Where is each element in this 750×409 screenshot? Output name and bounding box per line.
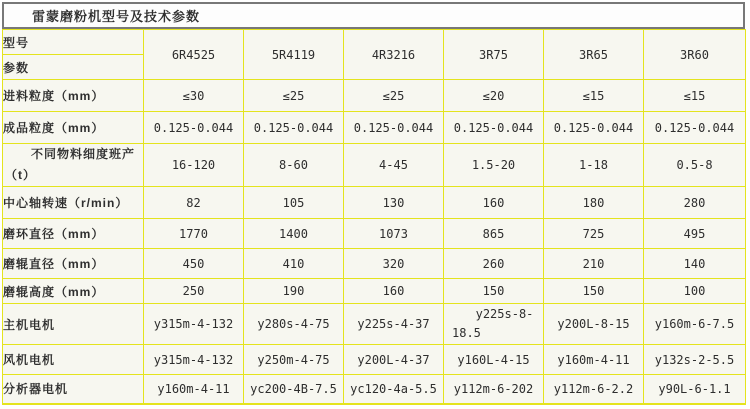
value-cell: ≤15 — [644, 80, 746, 112]
table-row — [3, 304, 746, 345]
value-cell: 105 — [244, 187, 344, 219]
value-cell: y112m-6-2.2 — [544, 375, 644, 404]
row-label-cell — [3, 144, 144, 187]
value-cell: 160 — [344, 279, 444, 304]
value-cell: 0.125-0.044 — [144, 112, 244, 144]
value-cell: y280s-4-75 — [244, 304, 344, 345]
row-label-cell: 风机电机 — [3, 345, 144, 375]
value-cell: 1770 — [144, 219, 244, 249]
value-cell: y112m-6-202 — [444, 375, 544, 404]
value-cell: 82 — [144, 187, 244, 219]
value-cell: 1-18 — [544, 144, 644, 187]
row-label-cell: 分析器电机 — [3, 375, 144, 404]
value-cell: 130 — [344, 187, 444, 219]
value-cell: 250 — [144, 279, 244, 304]
value-cell: 450 — [144, 249, 244, 279]
value-cell: 100 — [644, 279, 746, 304]
value-cell: y132s-2-5.5 — [644, 345, 746, 375]
value-cell: 180 — [544, 187, 644, 219]
value-cell: 260 — [444, 249, 544, 279]
model-header-cell: 3R65 — [544, 30, 644, 80]
value-cell: 140 — [644, 249, 746, 279]
row-label-cell: 磨环直径（mm） — [3, 219, 144, 249]
value-cell: 150 — [444, 279, 544, 304]
table-row — [3, 112, 746, 144]
value-line: 18.5 — [452, 326, 481, 340]
row-label-cell: 主机电机 — [3, 304, 144, 345]
model-header-cell: 4R3216 — [344, 30, 444, 80]
row-label-cell: 中心轴转速（r/min） — [3, 187, 144, 219]
table-row — [3, 375, 746, 404]
value-cell: 16-120 — [144, 144, 244, 187]
value-cell: 0.125-0.044 — [344, 112, 444, 144]
value-cell: ≤20 — [444, 80, 544, 112]
corner-model-label: 型号 — [3, 30, 144, 55]
value-cell: ≤25 — [344, 80, 444, 112]
value-cell: y250m-4-75 — [244, 345, 344, 375]
value-cell: 0.125-0.044 — [444, 112, 544, 144]
value-cell: 8-60 — [244, 144, 344, 187]
value-cell: ≤30 — [144, 80, 244, 112]
table-row — [3, 80, 746, 112]
value-cell: ≤15 — [544, 80, 644, 112]
value-cell: 0.125-0.044 — [644, 112, 746, 144]
value-cell: ≤25 — [244, 80, 344, 112]
value-cell: yc200-4B-7.5 — [244, 375, 344, 404]
value-cell: y315m-4-132 — [144, 304, 244, 345]
value-cell: y160m-4-11 — [544, 345, 644, 375]
value-cell: 1.5-20 — [444, 144, 544, 187]
spec-table — [2, 29, 746, 405]
value-cell: 150 — [544, 279, 644, 304]
table-row — [3, 279, 746, 304]
table-row — [3, 144, 746, 187]
model-header-cell: 3R75 — [444, 30, 544, 80]
value-cell: y160m-6-7.5 — [644, 304, 746, 345]
table-row — [3, 219, 746, 249]
value-line: y225s-8- — [475, 307, 534, 321]
row-label-line: 不同物料细度班产 — [31, 147, 136, 161]
model-header-cell: 3R60 — [644, 30, 746, 80]
value-cell: 4-45 — [344, 144, 444, 187]
value-cell: 210 — [544, 249, 644, 279]
row-label-cell: 进料粒度（mm） — [3, 80, 144, 112]
value-cell: 1400 — [244, 219, 344, 249]
value-cell: 190 — [244, 279, 344, 304]
value-cell: y160L-4-15 — [444, 345, 544, 375]
value-cell — [444, 304, 544, 345]
row-label-line: （t） — [5, 168, 36, 182]
value-cell: 865 — [444, 219, 544, 249]
table-title: 雷蒙磨粉机型号及技术参数 — [32, 9, 201, 24]
row-label-cell: 磨辊高度（mm） — [3, 279, 144, 304]
value-cell: 0.125-0.044 — [544, 112, 644, 144]
value-cell: y315m-4-132 — [144, 345, 244, 375]
value-cell: 280 — [644, 187, 746, 219]
value-cell: 1073 — [344, 219, 444, 249]
table-row — [3, 345, 746, 375]
value-cell: 320 — [344, 249, 444, 279]
row-label-cell: 成品粒度（mm） — [3, 112, 144, 144]
value-cell: 160 — [444, 187, 544, 219]
model-header-cell: 6R4525 — [144, 30, 244, 80]
value-cell: 0.5-8 — [644, 144, 746, 187]
table-row — [3, 187, 746, 219]
table-title-bar — [2, 2, 745, 29]
value-cell: yc120-4a-5.5 — [344, 375, 444, 404]
value-cell: 495 — [644, 219, 746, 249]
value-cell: 410 — [244, 249, 344, 279]
model-header-cell: 5R4119 — [244, 30, 344, 80]
value-cell: y90L-6-1.1 — [644, 375, 746, 404]
value-cell: 725 — [544, 219, 644, 249]
row-label-cell: 磨辊直径（mm） — [3, 249, 144, 279]
value-cell: y160m-4-11 — [144, 375, 244, 404]
value-cell: y225s-4-37 — [344, 304, 444, 345]
spec-table-body — [3, 30, 746, 404]
value-cell: y200L-8-15 — [544, 304, 644, 345]
value-cell: y200L-4-37 — [344, 345, 444, 375]
value-cell: 0.125-0.044 — [244, 112, 344, 144]
table-row — [3, 249, 746, 279]
corner-param-label: 参数 — [3, 55, 144, 80]
